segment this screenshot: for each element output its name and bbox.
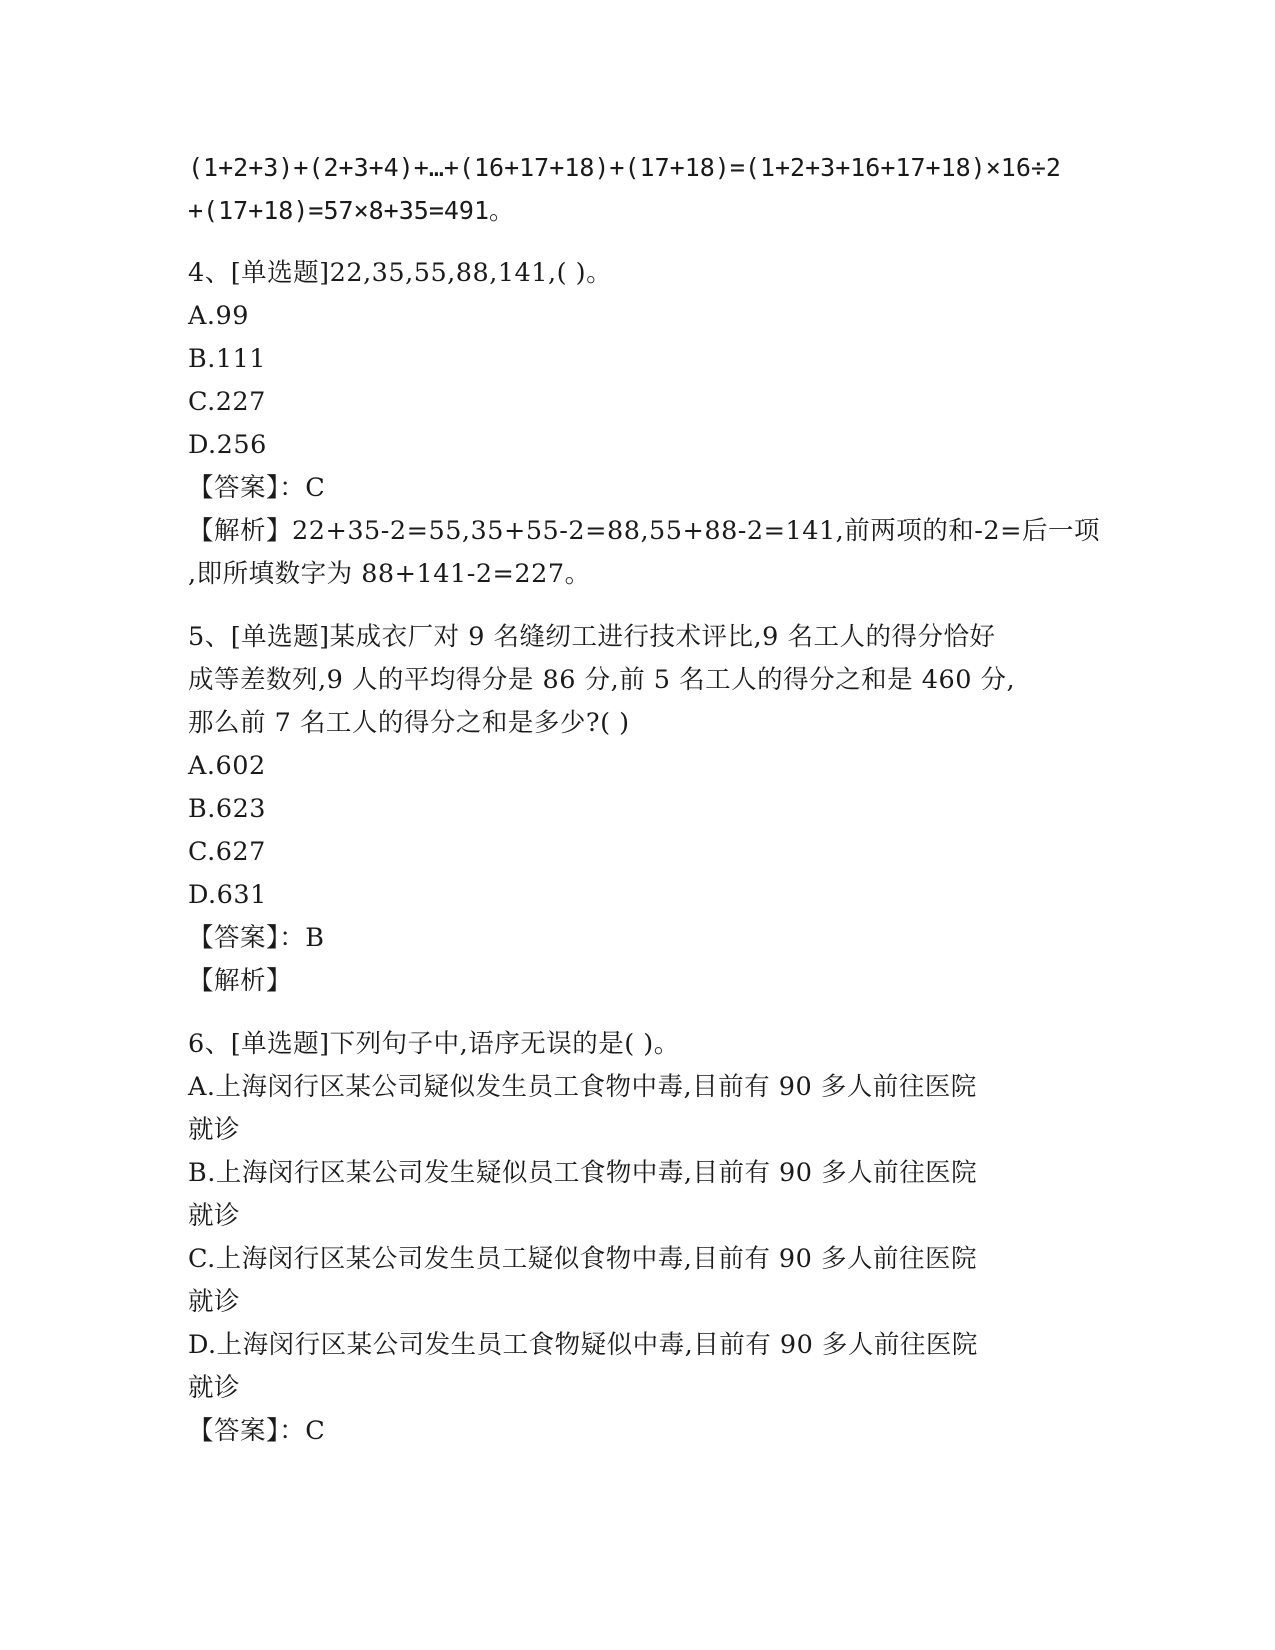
question-6-stem: 6、[单选题]下列句子中,语序无误的是( )。 [188,1029,680,1059]
question-4 [188,252,1100,596]
question-5-option-d: D.631 [188,880,267,910]
question-6 [188,1023,1088,1453]
question-6-option-d-line-2: 就诊 [188,1373,241,1403]
question-5-analysis: 【解析】 [188,966,293,996]
question-5-option-b: B.623 [188,794,267,824]
question-4-option-a: A.99 [188,301,249,331]
question-5-option-a: A.602 [188,751,266,781]
question-6-answer: 【答案】：C [188,1416,326,1446]
question-5-answer: 【答案】：B [188,923,325,953]
question-6-option-d-line-1: D.上海闵行区某公司发生员工食物疑似中毒,目前有 90 多人前往医院 [188,1330,978,1360]
intro-formula-line-1: (1+2+3)+(2+3+4)+…+(16+17+18)+(17+18)=(1+2+3+16+17+18)×16÷2 [188,153,1061,182]
question-4-answer: 【答案】：C [188,473,326,503]
question-6-option-a-line-2: 就诊 [188,1115,241,1145]
question-6-option-b-line-1: B.上海闵行区某公司发生疑似员工食物中毒,目前有 90 多人前往医院 [188,1158,978,1188]
question-4-analysis-line-2: ,即所填数字为 88+141-2=227。 [188,559,591,589]
question-6-option-c-line-2: 就诊 [188,1287,241,1317]
question-4-analysis-line-1: 【解析】22+35-2=55,35+55-2=88,55+88-2=141,前两项的和-2=后一项 [188,516,1100,546]
question-5-stem-line-3: 那么前 7 名工人的得分之和是多少?( ) [188,708,630,738]
question-6-option-a-line-1: A.上海闵行区某公司疑似发生员工食物中毒,目前有 90 多人前往医院 [188,1072,977,1102]
question-6-option-c-line-1: C.上海闵行区某公司发生员工疑似食物中毒,目前有 90 多人前往医院 [188,1244,977,1274]
intro-block [188,146,1088,232]
question-5-option-c: C.627 [188,837,266,867]
question-4-option-d: D.256 [188,430,267,460]
question-5-stem-line-2: 成等差数列,9 人的平均得分是 86 分,前 5 名工人的得分之和是 460 分, [188,665,1016,695]
question-4-option-b: B.111 [188,344,267,374]
question-4-option-c: C.227 [188,387,266,417]
question-5 [188,616,1088,1003]
intro-formula-line-2: +(17+18)=57×8+35=491。 [188,196,515,225]
question-6-option-b-line-2: 就诊 [188,1201,241,1231]
question-5-stem-line-1: 5、[单选题]某成衣厂对 9 名缝纫工进行技术评比,9 名工人的得分恰好 [188,622,996,652]
document-page [188,146,1100,1453]
question-4-stem: 4、[单选题]22,35,55,88,141,( )。 [188,258,613,288]
